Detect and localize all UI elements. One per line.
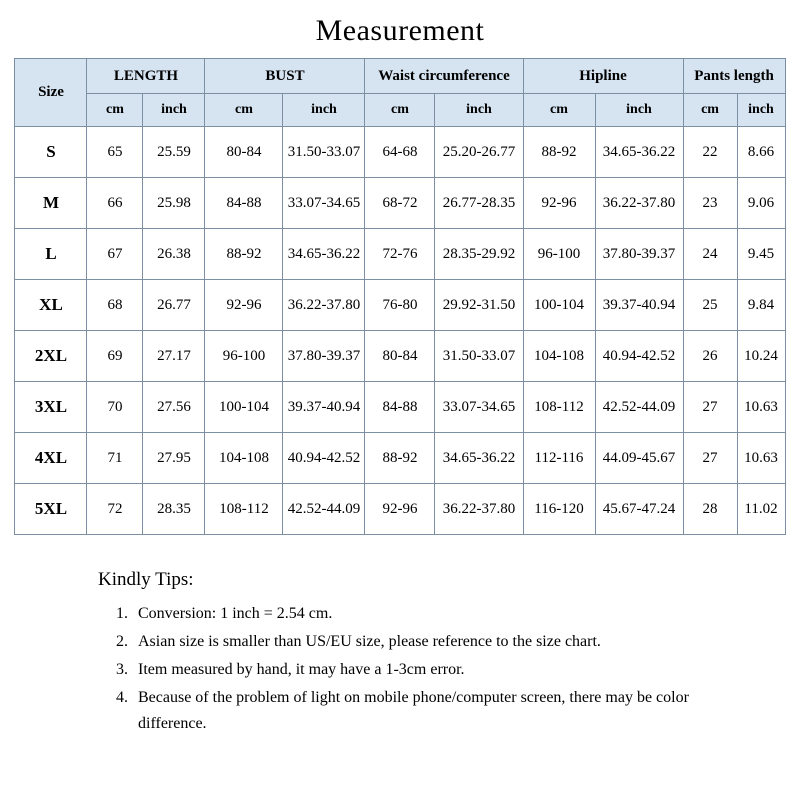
cell-pants-inch: 9.06 bbox=[737, 178, 785, 229]
unit-header-pants-cm: cm bbox=[683, 94, 737, 127]
cell-bust-cm: 100-104 bbox=[205, 382, 283, 433]
cell-size: 5XL bbox=[15, 484, 87, 535]
tips-list bbox=[98, 601, 760, 737]
cell-waist-inch: 25.20-26.77 bbox=[435, 127, 523, 178]
cell-pants-cm: 23 bbox=[683, 178, 737, 229]
cell-waist-inch: 29.92-31.50 bbox=[435, 280, 523, 331]
cell-hipline-inch: 37.80-39.37 bbox=[595, 229, 683, 280]
table-row bbox=[15, 127, 785, 178]
cell-bust-cm: 80-84 bbox=[205, 127, 283, 178]
measurement-table bbox=[14, 58, 785, 535]
cell-bust-cm: 84-88 bbox=[205, 178, 283, 229]
tips-list-item: 1. Conversion: 1 inch = 2.54 cm. bbox=[132, 601, 760, 627]
cell-hipline-cm: 112-116 bbox=[523, 433, 595, 484]
column-header-pants-length: Pants length bbox=[683, 59, 785, 94]
cell-hipline-inch: 42.52-44.09 bbox=[595, 382, 683, 433]
column-header-bust: BUST bbox=[205, 59, 365, 94]
cell-hipline-cm: 104-108 bbox=[523, 331, 595, 382]
table-row bbox=[15, 433, 785, 484]
cell-waist-inch: 26.77-28.35 bbox=[435, 178, 523, 229]
cell-length-cm: 69 bbox=[87, 331, 143, 382]
cell-length-inch: 28.35 bbox=[143, 484, 205, 535]
cell-size: 3XL bbox=[15, 382, 87, 433]
cell-hipline-cm: 88-92 bbox=[523, 127, 595, 178]
cell-waist-inch: 34.65-36.22 bbox=[435, 433, 523, 484]
cell-bust-cm: 92-96 bbox=[205, 280, 283, 331]
cell-hipline-inch: 36.22-37.80 bbox=[595, 178, 683, 229]
cell-bust-inch: 31.50-33.07 bbox=[283, 127, 365, 178]
cell-waist-cm: 64-68 bbox=[365, 127, 435, 178]
cell-length-inch: 27.56 bbox=[143, 382, 205, 433]
cell-size: L bbox=[15, 229, 87, 280]
cell-waist-cm: 92-96 bbox=[365, 484, 435, 535]
cell-pants-cm: 26 bbox=[683, 331, 737, 382]
table-row bbox=[15, 331, 785, 382]
cell-hipline-inch: 39.37-40.94 bbox=[595, 280, 683, 331]
cell-waist-inch: 36.22-37.80 bbox=[435, 484, 523, 535]
cell-hipline-inch: 45.67-47.24 bbox=[595, 484, 683, 535]
cell-size: 2XL bbox=[15, 331, 87, 382]
cell-hipline-inch: 40.94-42.52 bbox=[595, 331, 683, 382]
cell-bust-inch: 42.52-44.09 bbox=[283, 484, 365, 535]
table-row bbox=[15, 229, 785, 280]
cell-waist-cm: 76-80 bbox=[365, 280, 435, 331]
cell-length-cm: 71 bbox=[87, 433, 143, 484]
cell-bust-cm: 88-92 bbox=[205, 229, 283, 280]
column-header-waist-circumference: Waist circumference bbox=[365, 59, 523, 94]
page-title: Measurement bbox=[315, 14, 485, 47]
cell-length-inch: 26.77 bbox=[143, 280, 205, 331]
unit-header-length-inch: inch bbox=[143, 94, 205, 127]
cell-size: S bbox=[15, 127, 87, 178]
cell-size: XL bbox=[15, 280, 87, 331]
cell-pants-inch: 10.63 bbox=[737, 382, 785, 433]
cell-hipline-inch: 44.09-45.67 bbox=[595, 433, 683, 484]
cell-waist-cm: 88-92 bbox=[365, 433, 435, 484]
column-header-length: LENGTH bbox=[87, 59, 205, 94]
unit-header-hipline-inch: inch bbox=[595, 94, 683, 127]
cell-length-cm: 65 bbox=[87, 127, 143, 178]
column-header-hipline: Hipline bbox=[523, 59, 683, 94]
cell-pants-inch: 8.66 bbox=[737, 127, 785, 178]
cell-hipline-cm: 96-100 bbox=[523, 229, 595, 280]
cell-waist-cm: 80-84 bbox=[365, 331, 435, 382]
unit-header-waist-cm: cm bbox=[365, 94, 435, 127]
cell-bust-inch: 40.94-42.52 bbox=[283, 433, 365, 484]
cell-hipline-cm: 116-120 bbox=[523, 484, 595, 535]
cell-length-inch: 27.17 bbox=[143, 331, 205, 382]
cell-length-inch: 27.95 bbox=[143, 433, 205, 484]
tips-list-item: 4. Because of the problem of light on mobile phone/computer screen, there may be color difference. bbox=[132, 685, 760, 737]
cell-bust-inch: 36.22-37.80 bbox=[283, 280, 365, 331]
cell-pants-cm: 22 bbox=[683, 127, 737, 178]
table-header bbox=[15, 59, 785, 127]
cell-length-cm: 70 bbox=[87, 382, 143, 433]
table-row bbox=[15, 280, 785, 331]
cell-pants-cm: 27 bbox=[683, 433, 737, 484]
table-row bbox=[15, 484, 785, 535]
cell-pants-cm: 28 bbox=[683, 484, 737, 535]
cell-length-inch: 26.38 bbox=[143, 229, 205, 280]
tips-heading: Kindly Tips: bbox=[98, 569, 194, 590]
cell-bust-inch: 39.37-40.94 bbox=[283, 382, 365, 433]
cell-pants-cm: 27 bbox=[683, 382, 737, 433]
cell-pants-inch: 9.45 bbox=[737, 229, 785, 280]
table-row bbox=[15, 382, 785, 433]
cell-length-cm: 66 bbox=[87, 178, 143, 229]
unit-header-length-cm: cm bbox=[87, 94, 143, 127]
tips-list-item: 2. Asian size is smaller than US/EU size, please reference to the size chart. bbox=[132, 629, 760, 655]
cell-bust-inch: 37.80-39.37 bbox=[283, 331, 365, 382]
cell-pants-inch: 11.02 bbox=[737, 484, 785, 535]
cell-hipline-inch: 34.65-36.22 bbox=[595, 127, 683, 178]
cell-bust-cm: 108-112 bbox=[205, 484, 283, 535]
cell-pants-cm: 25 bbox=[683, 280, 737, 331]
cell-pants-inch: 10.63 bbox=[737, 433, 785, 484]
cell-waist-inch: 28.35-29.92 bbox=[435, 229, 523, 280]
cell-pants-inch: 9.84 bbox=[737, 280, 785, 331]
cell-bust-inch: 33.07-34.65 bbox=[283, 178, 365, 229]
cell-length-inch: 25.59 bbox=[143, 127, 205, 178]
cell-waist-inch: 33.07-34.65 bbox=[435, 382, 523, 433]
cell-size: 4XL bbox=[15, 433, 87, 484]
column-header-size: Size bbox=[15, 59, 87, 127]
unit-header-waist-inch: inch bbox=[435, 94, 523, 127]
cell-length-cm: 72 bbox=[87, 484, 143, 535]
unit-header-hipline-cm: cm bbox=[523, 94, 595, 127]
cell-waist-cm: 72-76 bbox=[365, 229, 435, 280]
unit-header-pants-inch: inch bbox=[737, 94, 785, 127]
cell-size: M bbox=[15, 178, 87, 229]
table-header-group-row bbox=[15, 59, 785, 94]
table-row bbox=[15, 178, 785, 229]
cell-pants-inch: 10.24 bbox=[737, 331, 785, 382]
tips-list-item: 3. Item measured by hand, it may have a 1-3cm error. bbox=[132, 657, 760, 683]
cell-length-cm: 68 bbox=[87, 280, 143, 331]
unit-header-bust-inch: inch bbox=[283, 94, 365, 127]
cell-length-cm: 67 bbox=[87, 229, 143, 280]
cell-length-inch: 25.98 bbox=[143, 178, 205, 229]
cell-hipline-cm: 100-104 bbox=[523, 280, 595, 331]
cell-pants-cm: 24 bbox=[683, 229, 737, 280]
cell-waist-inch: 31.50-33.07 bbox=[435, 331, 523, 382]
cell-hipline-cm: 108-112 bbox=[523, 382, 595, 433]
cell-hipline-cm: 92-96 bbox=[523, 178, 595, 229]
cell-waist-cm: 68-72 bbox=[365, 178, 435, 229]
table-header-unit-row bbox=[15, 94, 785, 127]
cell-waist-cm: 84-88 bbox=[365, 382, 435, 433]
table-body bbox=[15, 127, 785, 535]
cell-bust-cm: 104-108 bbox=[205, 433, 283, 484]
unit-header-bust-cm: cm bbox=[205, 94, 283, 127]
cell-bust-inch: 34.65-36.22 bbox=[283, 229, 365, 280]
cell-bust-cm: 96-100 bbox=[205, 331, 283, 382]
kindly-tips-section bbox=[0, 569, 800, 737]
